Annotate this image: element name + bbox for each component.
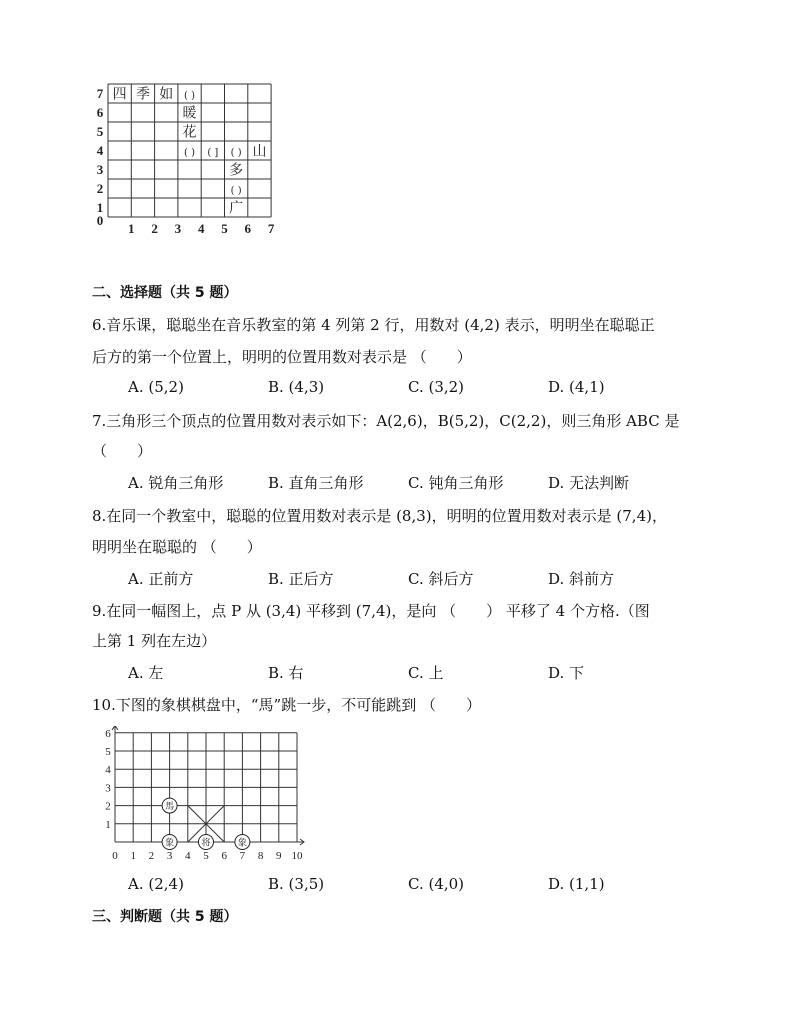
chess-piece: [199, 835, 214, 850]
y-axis-arrow: [112, 726, 118, 733]
section-2-title: 二、选择题（共 5 题）: [92, 285, 238, 301]
question-8-line-1: 8.在同一个教室中，聪聪的位置用数对表示是 (8,3)，明明的位置用数对表示是 (7,4)，: [92, 507, 667, 525]
chess-piece: [162, 835, 177, 850]
question-9-line-1: 9.在同一幅图上，点 P 从 (3,4) 平移到 (7,4)，是向 （ ） 平移了 4 个方格.（图: [92, 602, 650, 620]
row-label: 3: [96, 162, 104, 177]
chess-x-label: 0: [112, 850, 118, 862]
chess-x-label: 10: [291, 850, 303, 862]
q8-option-a[interactable]: A. 正前方: [128, 570, 194, 588]
grid-cell-text: ( ]: [207, 147, 219, 159]
grid-cell-text: 花: [182, 124, 197, 141]
question-8-line-2: 明明坐在聪聪的 （ ）: [92, 538, 262, 556]
origin-label: 0: [96, 213, 104, 228]
q6-option-b[interactable]: B. (4,3): [268, 378, 325, 396]
q10-option-c[interactable]: C. (4,0): [408, 875, 465, 893]
chess-y-label: 3: [105, 782, 111, 795]
chess-x-label: 5: [203, 850, 209, 862]
col-label: 6: [244, 221, 252, 236]
question-6-line-2: 后方的第一个位置上，明明的位置用数对表示是 （ ）: [92, 348, 472, 366]
q8-option-b[interactable]: B. 正后方: [268, 570, 334, 588]
q10-option-d[interactable]: D. (1,1): [548, 875, 605, 893]
chess-piece-label: 象: [237, 838, 247, 849]
chess-y-labels: [105, 728, 111, 831]
chess-x-label: 8: [257, 850, 264, 862]
chess-y-label: 2: [105, 800, 111, 813]
col-label: 5: [221, 221, 228, 236]
col-label: 3: [174, 221, 182, 236]
col-label: 2: [151, 221, 158, 236]
row-label: 4: [96, 143, 104, 158]
q10-option-b[interactable]: B. (3,5): [268, 875, 325, 893]
q9-option-c[interactable]: C. 上: [408, 664, 444, 682]
row-label: 7: [96, 86, 104, 101]
q6-option-d[interactable]: D. (4,1): [548, 378, 605, 396]
chess-y-label: 1: [105, 818, 111, 831]
q9-option-d[interactable]: D. 下: [548, 664, 585, 682]
chess-board-figure: [100, 726, 315, 866]
chess-x-label: 4: [185, 850, 191, 862]
question-7-line-2: （ ）: [92, 442, 153, 460]
question-10-line-1: 10.下图的象棋棋盘中，“馬”跳一步，不可能跳到 （ ）: [92, 696, 481, 714]
grid-cell-text: 四: [112, 86, 127, 103]
word-grid-figure: [90, 82, 290, 242]
q6-option-a[interactable]: A. (5,2): [128, 378, 184, 396]
question-7-line-1: 7.三角形三个顶点的位置用数对表示如下：A(2,6)，B(5,2)，C(2,2)，则三角形 ABC 是: [92, 412, 680, 430]
grid-cell-text: 如: [159, 86, 174, 103]
col-label: 1: [128, 221, 135, 236]
grid-cell-text: 多: [229, 162, 244, 179]
row-label: 6: [96, 105, 104, 120]
grid-cell-text: ( ): [230, 185, 242, 197]
word-grid-cells: [113, 87, 267, 217]
chess-y-label: 4: [105, 764, 111, 777]
q7-option-b[interactable]: B. 直角三角形: [268, 474, 364, 492]
row-label: 2: [96, 181, 104, 196]
grid-cell-text: ( ): [230, 147, 242, 159]
col-label: 7: [267, 221, 275, 236]
q6-option-c[interactable]: C. (3,2): [408, 378, 465, 396]
q9-option-b[interactable]: B. 右: [268, 664, 304, 682]
chess-x-label: 2: [148, 850, 155, 862]
grid-cell-text: 暖: [182, 105, 197, 122]
row-label: 1: [96, 200, 104, 215]
grid-cell-text: 季: [135, 86, 150, 103]
question-9-line-2: 上第 1 列在左边）: [92, 632, 217, 650]
question-6-line-1: 6.音乐课，聪聪坐在音乐教室的第 4 列第 2 行，用数对 (4,2) 表示，明明坐在聪聪正: [92, 316, 655, 334]
chess-y-label: 5: [105, 746, 111, 758]
chess-piece-label: 将: [201, 838, 211, 849]
word-grid-row-labels: [97, 86, 104, 215]
grid-cell-text: ( ): [184, 147, 196, 159]
q7-option-c[interactable]: C. 钝角三角形: [408, 474, 504, 492]
grid-cell-text: ( ): [184, 90, 196, 102]
chess-piece: [162, 798, 177, 813]
chess-x-label: 3: [166, 850, 173, 862]
chess-x-label: 1: [130, 850, 136, 862]
chess-y-label: 6: [105, 727, 111, 740]
section-3-title: 三、判断题（共 5 题）: [92, 909, 238, 925]
chess-x-label: 6: [221, 850, 227, 862]
q7-option-d[interactable]: D. 无法判断: [548, 474, 630, 492]
chess-x-label: 7: [239, 850, 246, 862]
chess-board-grid: [112, 726, 304, 845]
x-axis-arrow: [297, 839, 304, 845]
chess-piece-label: 馬: [165, 802, 175, 813]
grid-cell-text: 山: [252, 143, 267, 160]
chess-piece: [235, 835, 250, 850]
row-label: 5: [96, 124, 104, 139]
q8-option-c[interactable]: C. 斜后方: [408, 570, 474, 588]
q8-option-d[interactable]: D. 斜前方: [548, 570, 615, 588]
chess-x-labels: [112, 850, 303, 862]
chess-piece-label: 象: [165, 838, 175, 849]
q9-option-a[interactable]: A. 左: [128, 664, 164, 682]
chess-x-label: 9: [276, 850, 282, 862]
q10-option-a[interactable]: A. (2,4): [128, 875, 184, 893]
q7-option-a[interactable]: A. 锐角三角形: [128, 474, 224, 492]
col-label: 4: [197, 221, 205, 236]
grid-cell-text: 广: [229, 200, 244, 217]
